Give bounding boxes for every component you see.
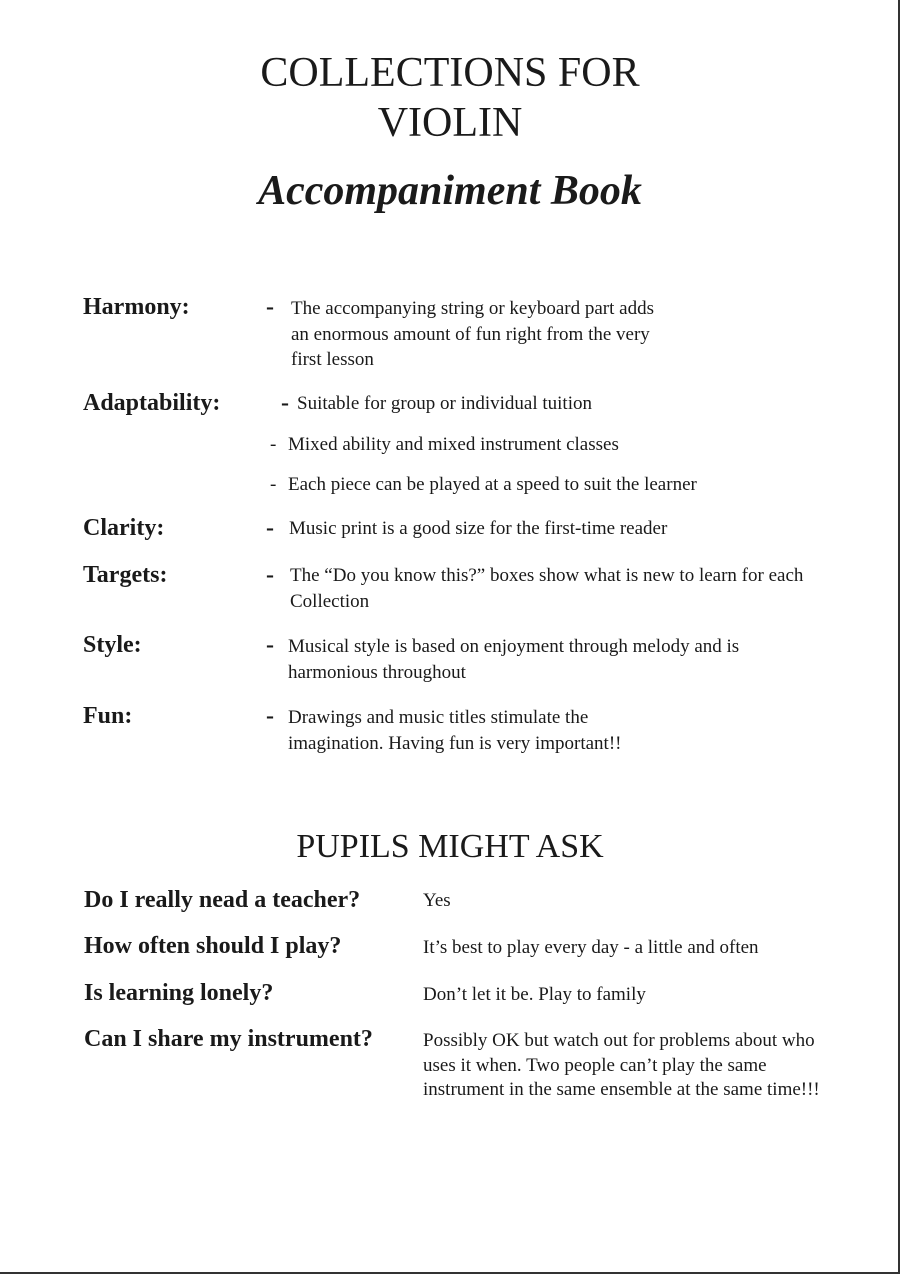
fun-label: Fun: bbox=[83, 703, 133, 729]
faq-question: Do I really nead a teacher? bbox=[84, 887, 361, 913]
adaptability-extra-text: Each piece can be played at a speed to suit the learner bbox=[288, 474, 697, 495]
adaptability-extra-dash: - bbox=[270, 474, 277, 495]
adaptability-dash: - bbox=[281, 390, 289, 416]
adaptability-extra-dash: - bbox=[270, 434, 277, 455]
faq-question: How often should I play? bbox=[84, 933, 342, 959]
adaptability-text: Suitable for group or individual tuition bbox=[297, 393, 592, 414]
style-text: Musical style is based on enjoyment through melody and is harmonious throughout bbox=[288, 636, 740, 683]
faq-answer: It’s best to play every day - a little and often bbox=[423, 937, 759, 958]
clarity-label: Clarity: bbox=[83, 515, 165, 541]
harmony-dash: - bbox=[266, 294, 274, 320]
adaptability-extra-text: Mixed ability and mixed instrument classes bbox=[288, 434, 619, 455]
targets-text: The “Do you know this?” boxes show what is new to learn for each Collection bbox=[290, 565, 804, 612]
harmony-label: Harmony: bbox=[83, 294, 190, 320]
clarity-text: Music print is a good size for the first-time reader bbox=[289, 518, 668, 539]
faq-question: Can I share my instrument? bbox=[84, 1026, 373, 1052]
style-label: Style: bbox=[83, 632, 142, 658]
faq-question: Is learning lonely? bbox=[84, 980, 274, 1006]
targets-label: Targets: bbox=[83, 562, 168, 588]
fun-dash: - bbox=[266, 703, 274, 729]
faq-heading: PUPILS MIGHT ASK bbox=[296, 828, 604, 865]
adaptability-label: Adaptability: bbox=[83, 390, 221, 416]
targets-dash: - bbox=[266, 562, 274, 588]
faq-answer: Possibly OK but watch out for problems about who uses it when. Two people can’t play the same instrument in the same ensemble at the same time!!! bbox=[423, 1030, 820, 1100]
clarity-dash: - bbox=[266, 515, 274, 541]
subtitle: Accompaniment Book bbox=[258, 168, 642, 214]
style-dash: - bbox=[266, 632, 274, 658]
faq-answer: Don’t let it be. Play to family bbox=[423, 984, 646, 1005]
harmony-text: The accompanying string or keyboard part adds an enormous amount of fun right from the very first lesson bbox=[291, 298, 654, 370]
title-line-1: COLLECTIONS FOR bbox=[260, 50, 640, 96]
fun-text: Drawings and music titles stimulate the imagination. Having fun is very important!! bbox=[288, 707, 622, 754]
title-line-2: VIOLIN bbox=[377, 100, 523, 146]
faq-answer: Yes bbox=[423, 890, 451, 911]
